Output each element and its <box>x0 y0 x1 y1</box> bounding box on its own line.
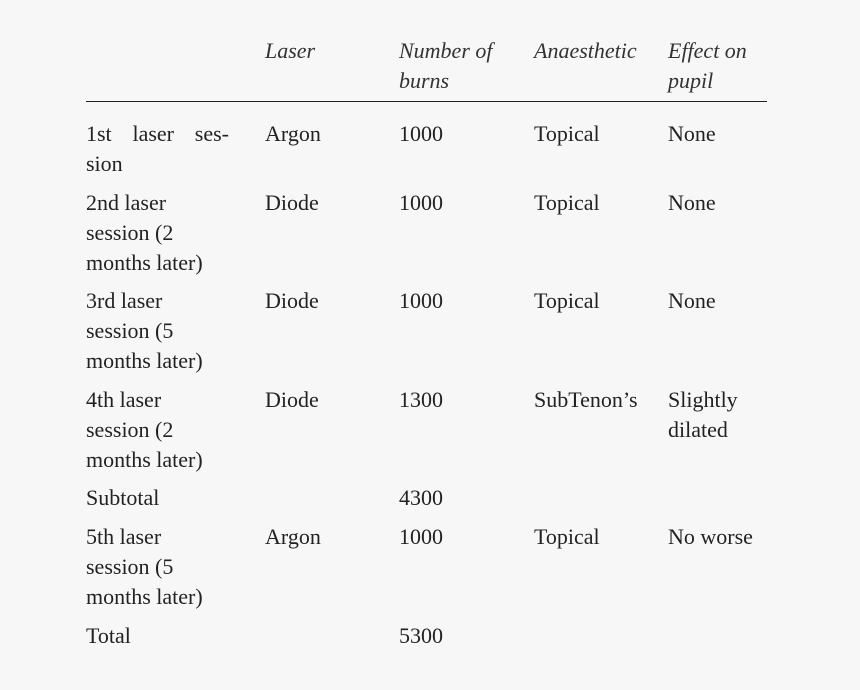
session-line: 3rd laser <box>86 288 163 313</box>
anaesthetic-cell: Topical <box>534 524 600 549</box>
effect-cell <box>668 522 818 552</box>
header-effect-line2: pupil <box>668 68 714 93</box>
session-cell <box>86 483 236 513</box>
laser-cell: Argon <box>265 524 321 549</box>
header-number-of-burns-line2: burns <box>399 68 450 93</box>
effect-line: No worse <box>668 524 753 549</box>
header-effect-on-pupil <box>668 36 747 96</box>
burns-cell: 4300 <box>399 485 443 510</box>
burns-cell: 1000 <box>399 190 443 215</box>
session-cell <box>86 621 236 651</box>
session-line: Subtotal <box>86 485 160 510</box>
header-laser: Laser <box>265 38 316 63</box>
effect-line: dilated <box>668 417 728 442</box>
effect-cell <box>668 385 818 445</box>
header-number-of-burns <box>399 36 493 96</box>
session-cell <box>86 188 236 278</box>
session-line: session (5 <box>86 554 174 579</box>
burns-cell: 1000 <box>399 524 443 549</box>
laser-cell: Diode <box>265 387 319 412</box>
session-line: sion <box>86 151 123 176</box>
effect-line: Slightly <box>668 387 738 412</box>
session-line: 1st laser ses- <box>86 121 229 146</box>
anaesthetic-cell: SubTenon’s <box>534 387 638 412</box>
session-line: session (5 <box>86 318 174 343</box>
session-line: months later) <box>86 250 203 275</box>
session-line: session (2 <box>86 220 174 245</box>
session-line: months later) <box>86 584 203 609</box>
session-cell <box>86 119 236 179</box>
session-line: 4th laser <box>86 387 162 412</box>
anaesthetic-cell: Topical <box>534 121 600 146</box>
header-number-of-burns-line1: Number of <box>399 38 493 63</box>
session-line: 5th laser <box>86 524 162 549</box>
session-line: months later) <box>86 447 203 472</box>
session-line: session (2 <box>86 417 174 442</box>
anaesthetic-cell: Topical <box>534 288 600 313</box>
burns-cell: 1000 <box>399 121 443 146</box>
session-line: months later) <box>86 348 203 373</box>
session-line: Total <box>86 623 131 648</box>
header-effect-line1: Effect on <box>668 38 747 63</box>
effect-line: None <box>668 190 716 215</box>
burns-cell: 5300 <box>399 623 443 648</box>
header-rule <box>86 101 767 102</box>
anaesthetic-cell: Topical <box>534 190 600 215</box>
session-cell <box>86 385 236 475</box>
session-cell <box>86 286 236 376</box>
laser-cell: Diode <box>265 288 319 313</box>
effect-cell <box>668 286 818 316</box>
burns-cell: 1300 <box>399 387 443 412</box>
header-anaesthetic: Anaesthetic <box>534 38 637 63</box>
laser-cell: Argon <box>265 121 321 146</box>
effect-line: None <box>668 288 716 313</box>
burns-cell: 1000 <box>399 288 443 313</box>
session-line: 2nd laser <box>86 190 167 215</box>
effect-cell <box>668 119 818 149</box>
laser-cell: Diode <box>265 190 319 215</box>
session-cell <box>86 522 236 612</box>
effect-cell <box>668 188 818 218</box>
effect-line: None <box>668 121 716 146</box>
